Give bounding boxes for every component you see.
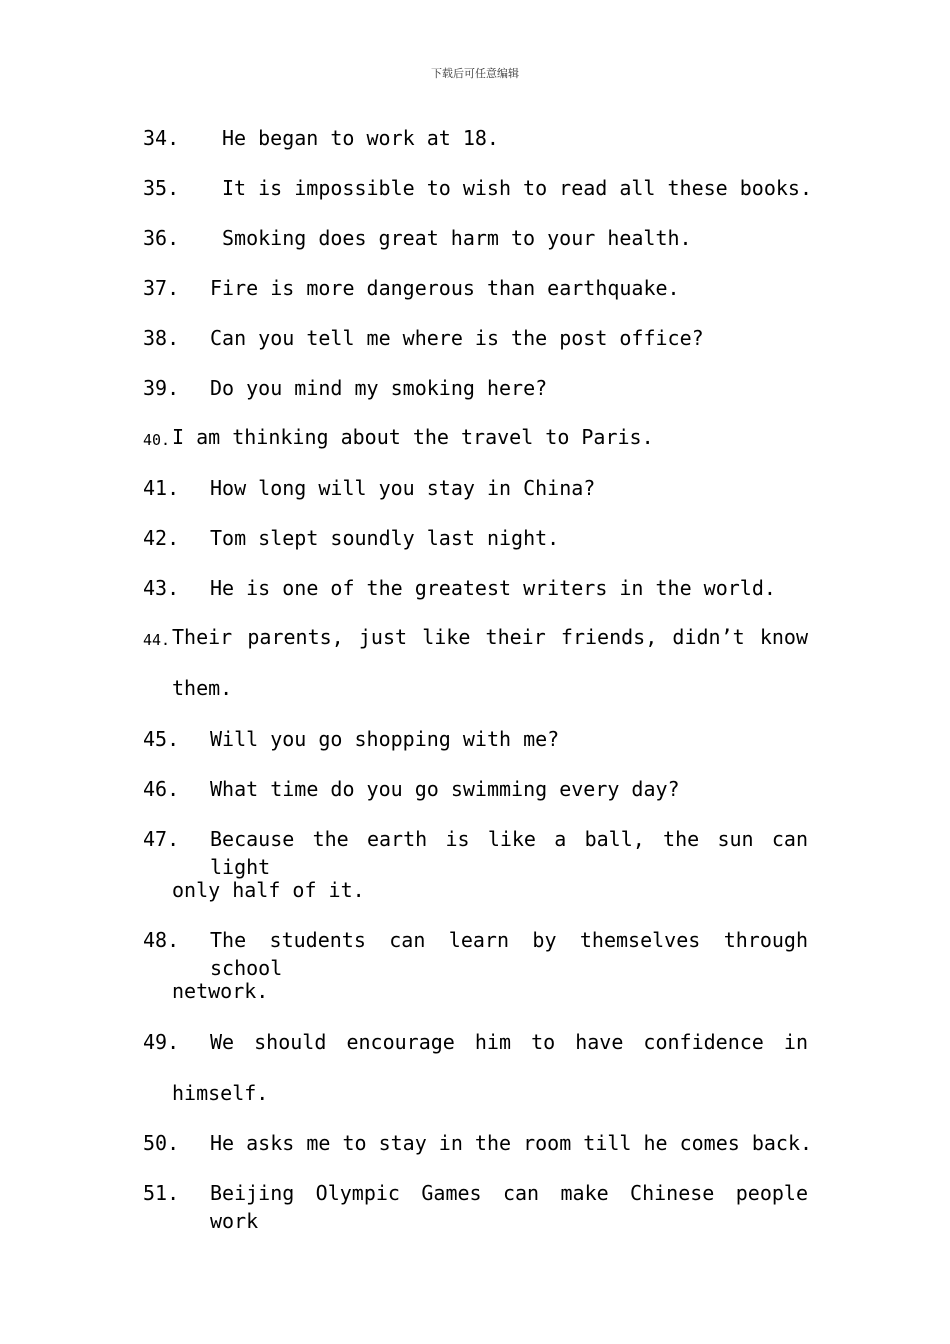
item-text: Will you go shopping with me? — [210, 727, 560, 751]
item-number: 48. — [143, 928, 180, 952]
item-text: How long will you stay in China? — [210, 476, 596, 500]
page-header: 下载后可任意编辑 — [431, 67, 519, 80]
item-text: I am thinking about the travel to Paris. — [172, 425, 654, 449]
list-item — [143, 423, 808, 474]
item-text-continuation: them. — [172, 676, 233, 700]
item-number: 51. — [143, 1181, 180, 1205]
list-item — [143, 725, 808, 776]
item-text: We should encourage him to have confidence in — [210, 1030, 808, 1054]
item-number: 45. — [143, 727, 180, 751]
item-text: He is one of the greatest writers in the world. — [210, 576, 776, 600]
item-text-continuation: himself. — [172, 1081, 269, 1105]
item-number: 39. — [143, 376, 180, 400]
list-item — [143, 174, 813, 225]
item-number: 40. — [143, 431, 171, 449]
item-text: He began to work at 18. — [222, 126, 499, 150]
item-number: 47. — [143, 827, 180, 851]
item-text: Smoking does great harm to your health. — [222, 226, 692, 250]
item-number: 43. — [143, 576, 180, 600]
list-item — [143, 574, 808, 625]
list-item — [143, 524, 808, 575]
item-text-continuation: network. — [172, 979, 269, 1003]
item-number: 46. — [143, 777, 180, 801]
item-text: Tom slept soundly last night. — [210, 526, 560, 550]
item-number: 42. — [143, 526, 180, 550]
item-text-continuation: only half of it. — [172, 878, 365, 902]
list-item — [143, 926, 808, 1028]
item-number: 38. — [143, 326, 180, 350]
item-text: Fire is more dangerous than earthquake. — [210, 276, 680, 300]
item-text: He asks me to stay in the room till he comes back. — [210, 1131, 813, 1155]
list-item — [143, 274, 808, 325]
item-number: 36. — [143, 226, 180, 250]
list-item — [143, 374, 808, 425]
item-text: Their parents, just like their friends, didn’t know — [172, 625, 808, 649]
list-item — [143, 1179, 808, 1233]
item-number: 44. — [143, 631, 171, 649]
item-text: It is impossible to wish to read all these books. — [222, 176, 813, 200]
list-item — [143, 124, 808, 175]
item-number: 37. — [143, 276, 180, 300]
list-item — [143, 1028, 808, 1130]
item-text: Because the earth is like a ball, the sun can light — [210, 827, 808, 879]
item-text: Beijing Olympic Games can make Chinese people work — [210, 1181, 808, 1233]
item-text: Do you mind my smoking here? — [210, 376, 548, 400]
list-item — [143, 825, 808, 927]
item-number: 49. — [143, 1030, 180, 1054]
list-item — [143, 474, 808, 525]
item-number: 41. — [143, 476, 180, 500]
list-item — [143, 224, 808, 275]
item-text: The students can learn by themselves through school — [210, 928, 808, 980]
list-item — [143, 775, 808, 826]
item-number: 35. — [143, 176, 180, 200]
item-text: Can you tell me where is the post office? — [210, 326, 704, 350]
item-number: 34. — [143, 126, 180, 150]
list-item — [143, 324, 808, 375]
item-number: 50. — [143, 1131, 180, 1155]
list-item — [143, 623, 808, 725]
item-text: What time do you go swimming every day? — [210, 777, 680, 801]
list-item — [143, 1129, 813, 1180]
